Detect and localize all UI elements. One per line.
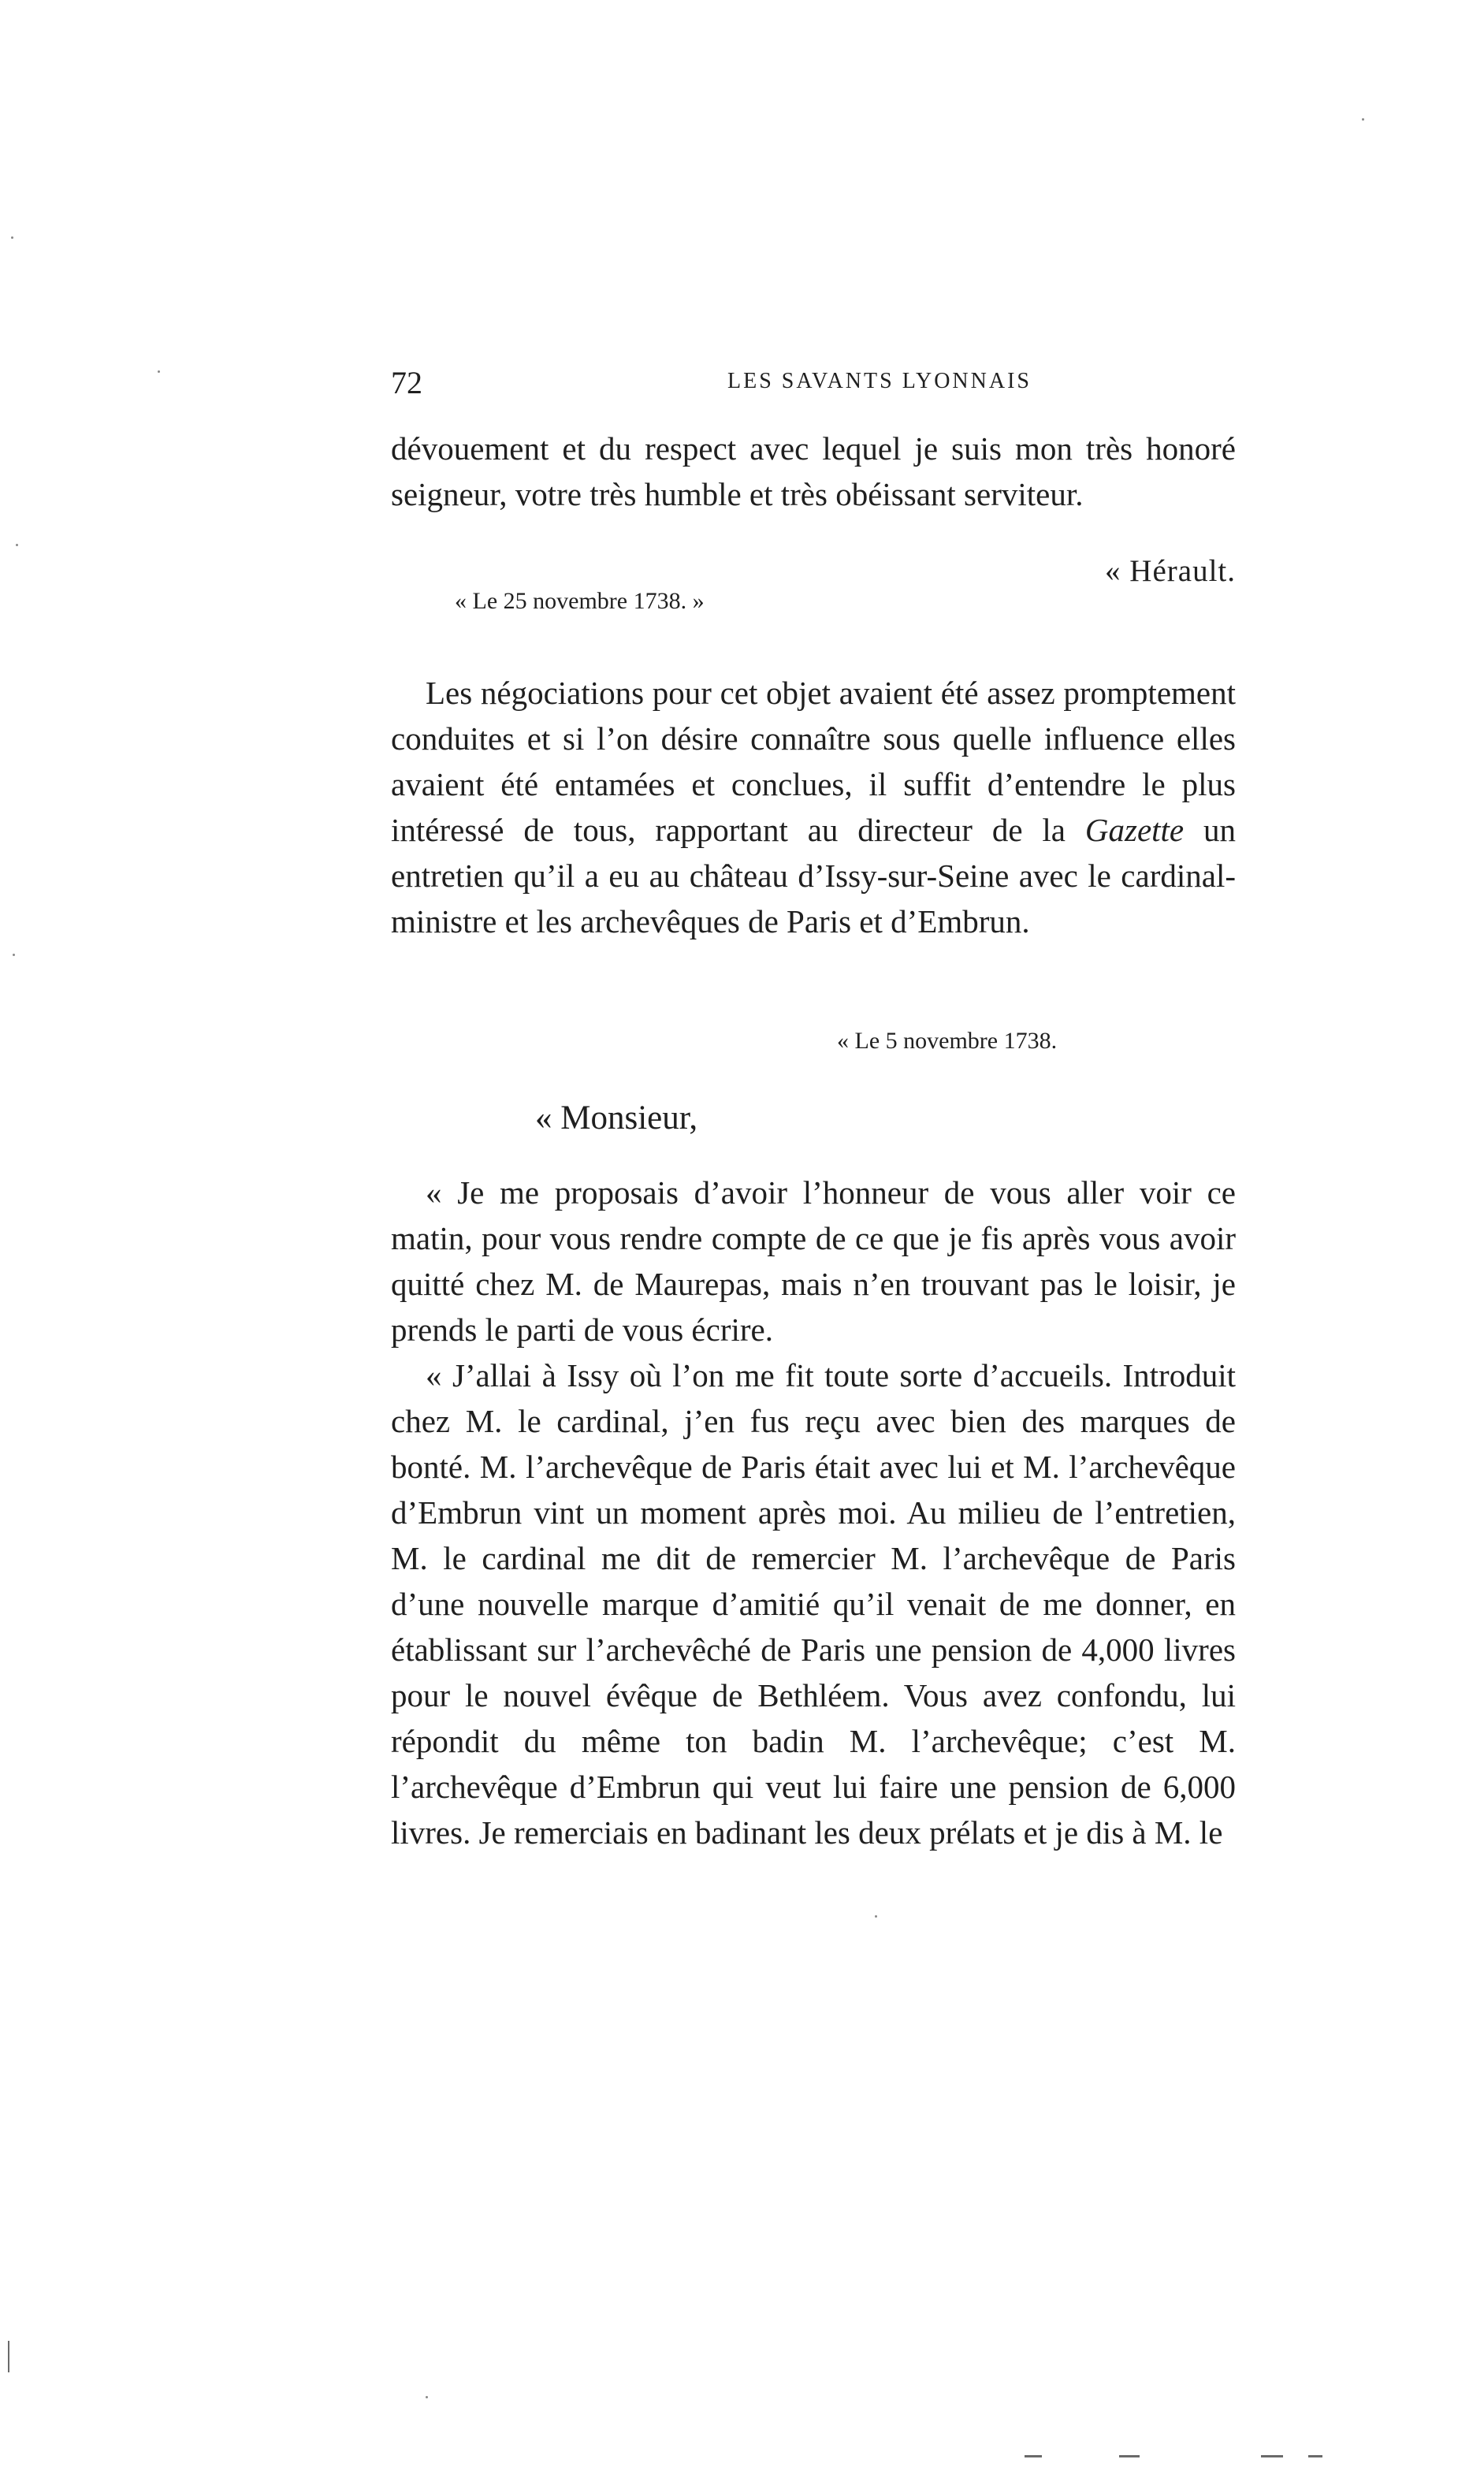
scan-speck [875, 1915, 877, 1918]
running-head: LES SAVANTS LYONNAIS [727, 369, 1032, 393]
narrative-paragraph [391, 670, 1236, 944]
paragraph-negociations-start: Les négociations pour cet objet avaient été assez promptement conduites et si l’on désire connaître sous quelle influence elles avaient été entamées et conclues, il suffit d’entendre le plus intéressé de tous, rapportant au directeur de la [391, 675, 1236, 848]
signature-herault: « Hérault. [1105, 554, 1236, 588]
paragraph-proposais: « Je me proposais d’avoir l’honneur de vous aller voir ce matin, pour vous rendre compte de ce que je fis après vous avoir quitté chez M. de Maurepas, mais n’en trouvant pas le loisir, je prends le parti de vous écrire. [391, 1174, 1236, 1348]
letter-salutation: « Monsieur, [535, 1099, 698, 1137]
scan-speck [11, 236, 13, 239]
paragraph-negociations [391, 670, 1236, 944]
scan-mark [1261, 2455, 1283, 2457]
scan-speck [16, 544, 18, 546]
date-line-second: « Le 5 novembre 1738. [837, 1028, 1058, 1054]
scan-speck [1362, 118, 1364, 121]
date-line-first: « Le 25 novembre 1738. » [455, 588, 705, 614]
paragraph-issy: « J’allai à Issy où l’on me fit toute sorte d’accueils. Introduit chez M. le cardinal, j’en fus reçu avec bien des marques de bonté. M. l’archevêque de Paris était avec lui et M. l’archevêque d’Embrun vint un moment après moi. Au milieu de l’entretien, M. le cardinal me dit de remercier M. l’archevêque de Paris d’une nouvelle marque d’amitié qu’il venait de me donner, en établissant sur l’archevêché de Paris une pension de 4,000 livres pour le nouvel évêque de Bethléem. Vous avez confondu, lui répondit du même ton badin M. l’archevêque; c’est M. l’archevêque d’Embrun qui veut lui faire une pension de 6,000 livres. Je remerciais en badinant les deux prélats et je dis à M. le [391, 1357, 1236, 1851]
scan-mark [1119, 2455, 1140, 2457]
gazette-title: Gazette [1084, 812, 1185, 848]
page-header [391, 364, 1242, 411]
letter-body [391, 1170, 1236, 1855]
scan-mark [1025, 2455, 1042, 2457]
scan-mark [1308, 2455, 1322, 2457]
paragraph-negociations-end: un entretien qu’il a eu au château d’Issy-sur-Seine avec le cardinal-ministre et les archevêques de Paris et d’Embrun. [391, 812, 1236, 939]
page-number: 72 [391, 365, 422, 400]
scan-mark [8, 2341, 9, 2372]
scan-speck [158, 370, 160, 373]
scan-speck [426, 2396, 428, 2398]
letter-closing-paragraph [391, 426, 1236, 517]
paragraph-closing: dévouement et du respect avec lequel je suis mon très honoré seigneur, votre très humble et très obéissant serviteur. [391, 430, 1236, 512]
scan-speck [13, 954, 15, 956]
